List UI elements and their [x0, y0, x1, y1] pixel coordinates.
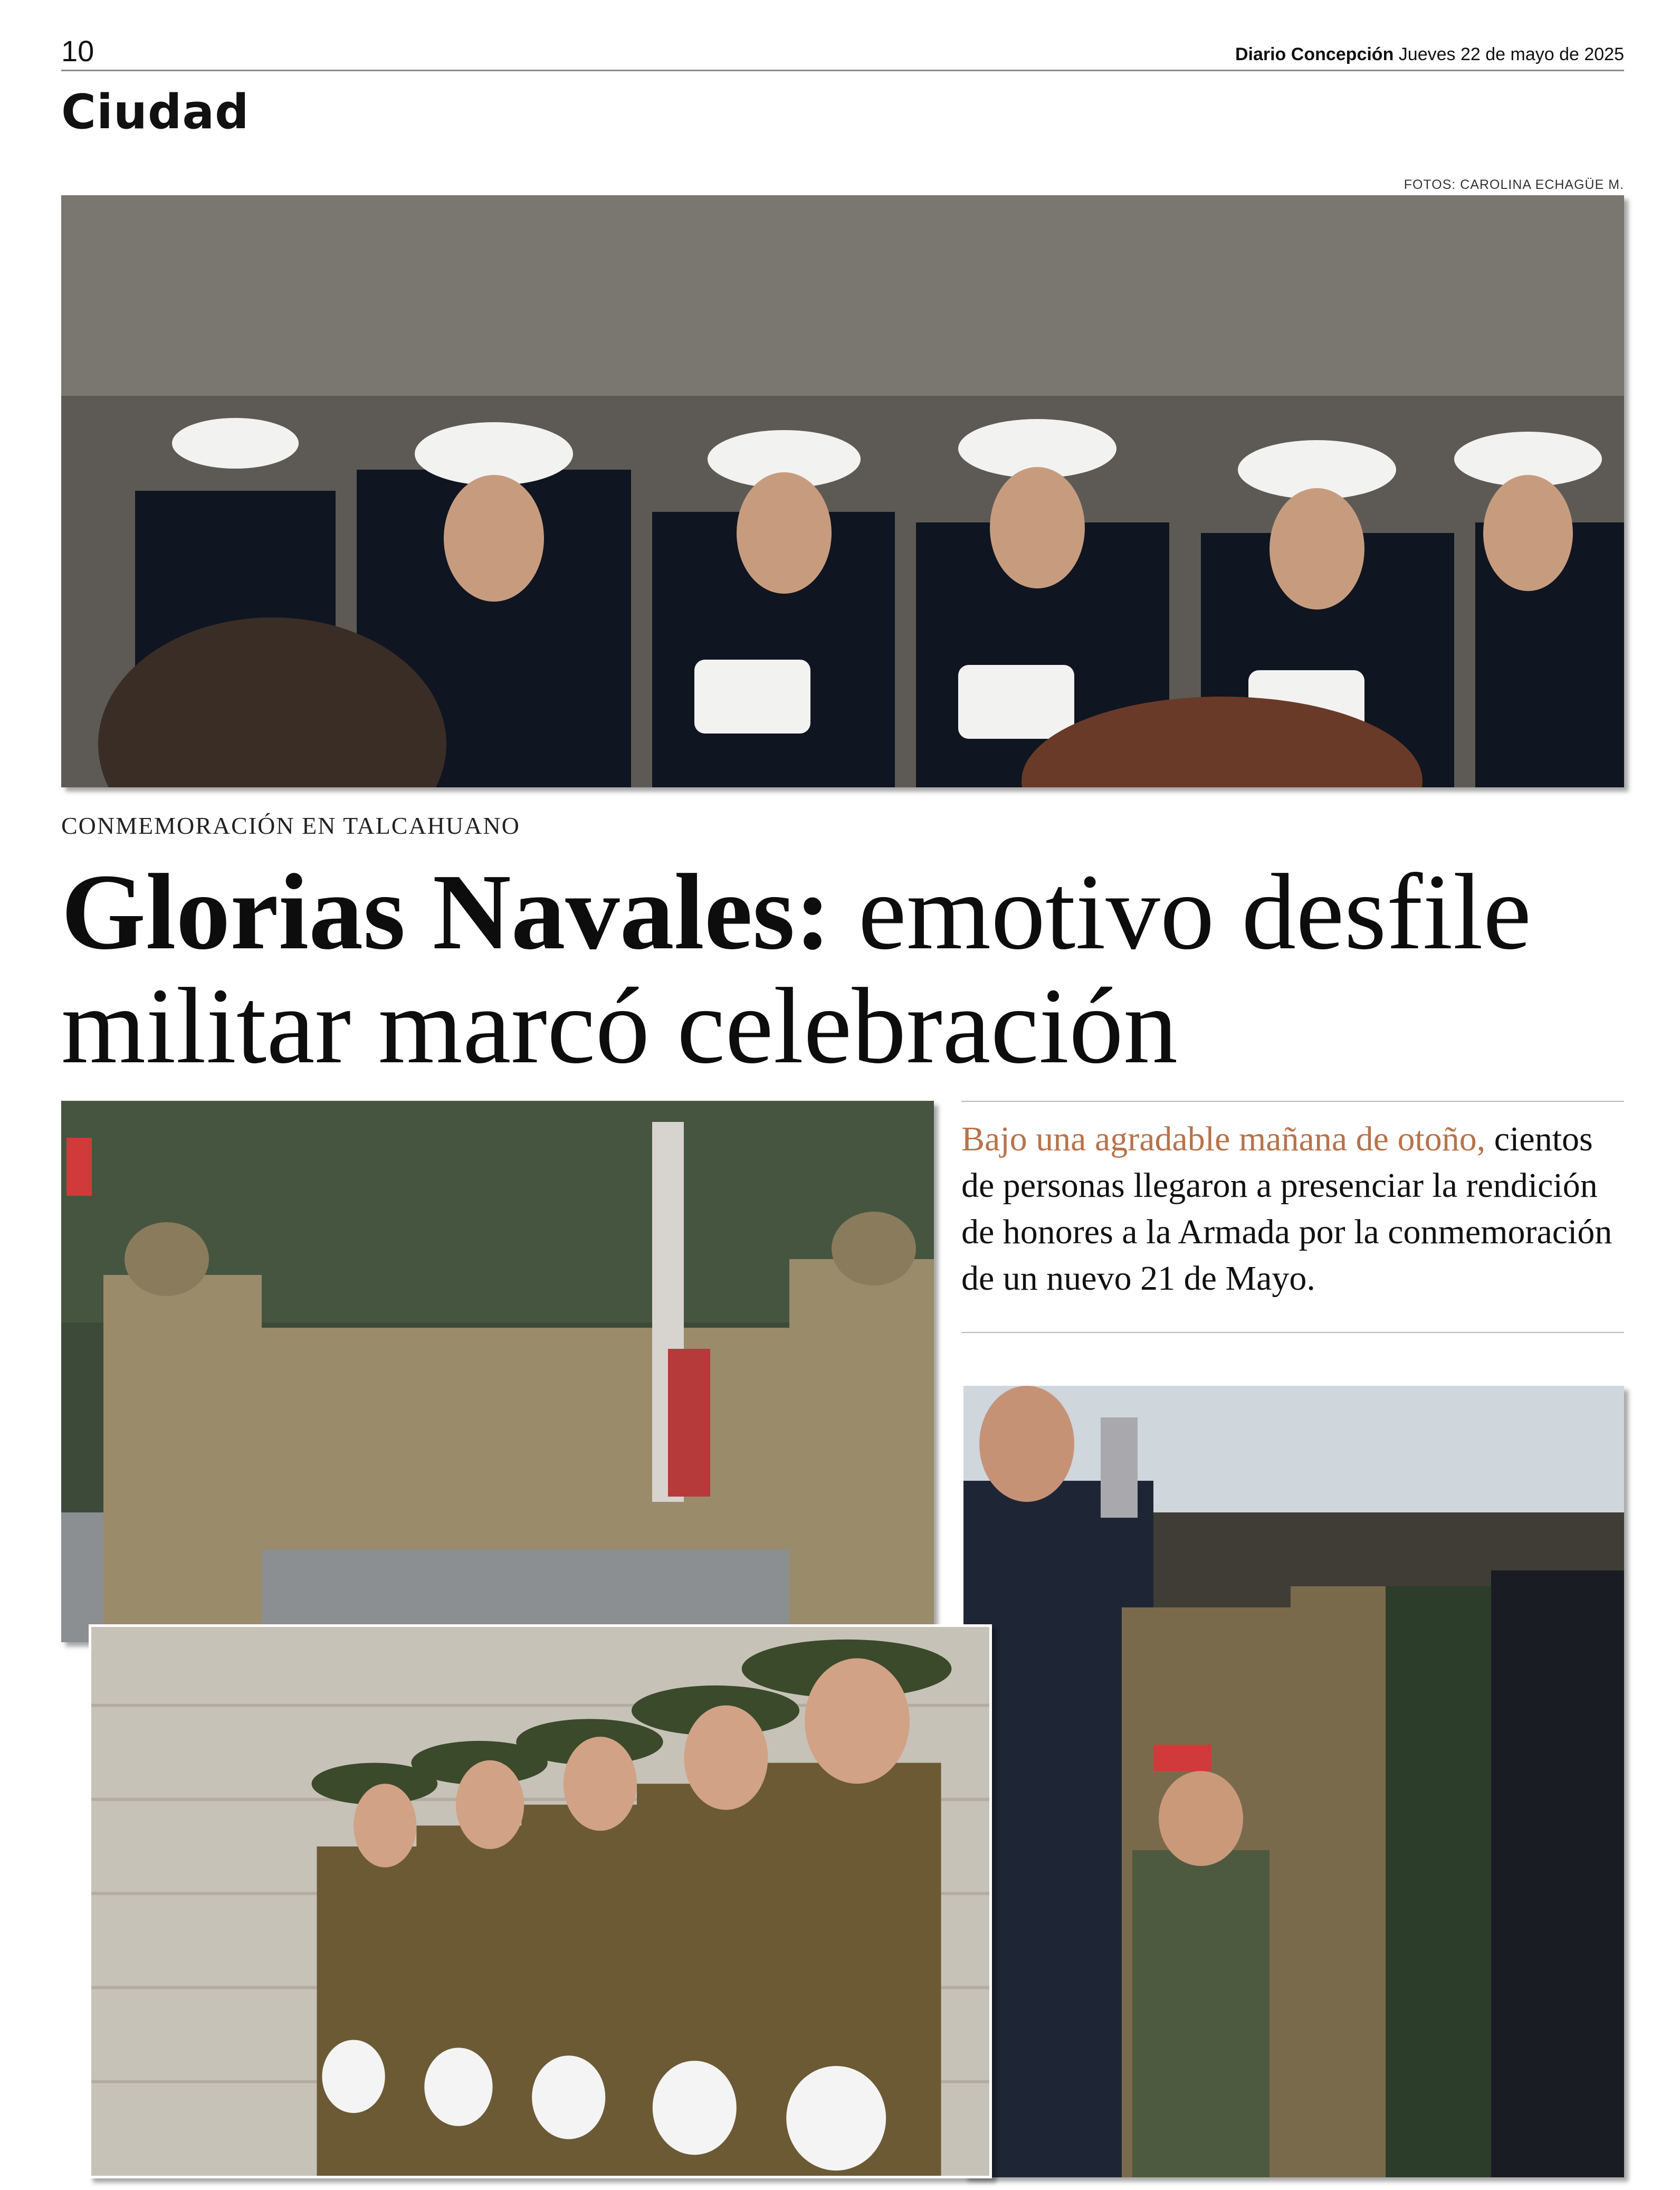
headline-bold: Glorias Navales:	[61, 851, 831, 972]
publication-name: Diario Concepción	[1235, 44, 1394, 64]
deck-body: cientos de personas llegaron a presenciar la rendición de honores a la Armada por la conmemoración de un nuevo 21 de Mayo.	[961, 1120, 1612, 1298]
article-deck	[961, 1116, 1624, 1302]
masthead	[1235, 44, 1624, 65]
crowd-photo	[963, 1386, 1624, 2177]
deck-bottom-rule	[961, 1332, 1624, 1333]
header-rule	[61, 70, 1624, 71]
page-number: 10	[61, 34, 94, 68]
article-kicker: CONMEMORACIÓN EN TALCAHUANO	[61, 812, 520, 839]
parade-image	[61, 1101, 934, 1642]
crowd-image	[963, 1386, 1624, 2177]
publication-date: Jueves 22 de mayo de 2025	[1398, 44, 1624, 64]
article-headline	[61, 851, 1591, 1086]
carabineros-image	[91, 1627, 989, 2176]
headline-rest: emotivo desfile militar marcó celebración	[61, 851, 1532, 1086]
top-photo-sailors	[61, 195, 1624, 787]
photo-credit: FOTOS: CAROLINA ECHAGÜE M.	[1404, 177, 1624, 192]
deck-accent: Bajo una agradable mañana de otoño,	[961, 1120, 1486, 1158]
section-title: Ciudad	[61, 84, 250, 140]
parade-photo	[61, 1101, 934, 1642]
carabineros-photo	[89, 1624, 992, 2178]
deck-top-rule	[961, 1101, 1624, 1102]
sailors-image	[61, 195, 1624, 787]
